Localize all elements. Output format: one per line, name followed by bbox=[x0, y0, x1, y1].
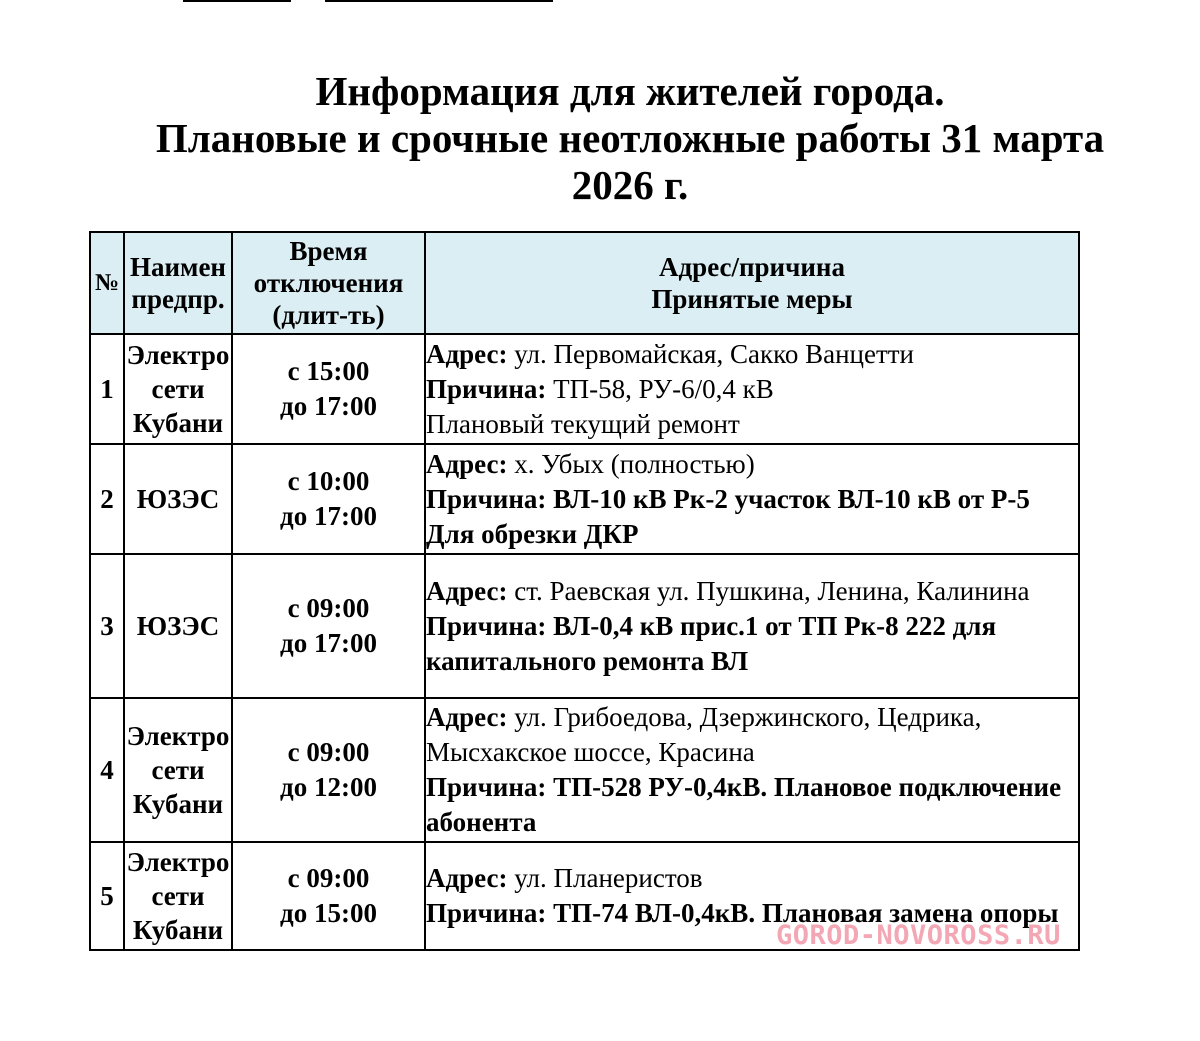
header-time bbox=[232, 232, 425, 334]
org-line: сети bbox=[151, 755, 205, 785]
org-line: Электро bbox=[126, 340, 230, 370]
time-to: до 17:00 bbox=[280, 628, 377, 658]
address-text: ст. Раевская ул. Пушкина, Ленина, Калинина bbox=[507, 575, 1030, 606]
time-to: до 17:00 bbox=[280, 391, 377, 421]
works-table bbox=[89, 231, 1080, 951]
reason-text: ТП-74 ВЛ-0,4кВ. Плановая замена опоры bbox=[546, 898, 1059, 928]
org-line: Кубани bbox=[132, 408, 224, 438]
row-number: 4 bbox=[90, 698, 124, 842]
org-line: ЮЗЭС bbox=[136, 484, 220, 514]
top-rule-right bbox=[325, 0, 553, 2]
time-from: с 09:00 bbox=[287, 863, 370, 893]
table-row bbox=[90, 554, 1079, 698]
row-time bbox=[232, 554, 425, 698]
header-org-line2: предпр. bbox=[131, 284, 225, 314]
reason-line bbox=[426, 609, 1078, 679]
row-time bbox=[232, 444, 425, 554]
row-time bbox=[232, 842, 425, 950]
row-organization bbox=[124, 444, 232, 554]
reason-line bbox=[426, 482, 1078, 552]
time-from: с 10:00 bbox=[287, 466, 370, 496]
address-text: ул. Грибоедова, Дзержинского, Цедрика, Мысхакское шоссе, Красина bbox=[426, 702, 982, 767]
title-line-2: Плановые и срочные неотложные работы 31 марта bbox=[155, 115, 1105, 161]
header-time-line3: (длит-ть) bbox=[272, 300, 385, 330]
time-from: с 15:00 bbox=[287, 356, 370, 386]
header-time-line2: отключения bbox=[253, 268, 404, 298]
table-header-row bbox=[90, 232, 1079, 334]
reason-text: ВЛ-0,4 кВ прис.1 от ТП Рк-8 222 для капитального ремонта ВЛ bbox=[426, 610, 997, 676]
row-info bbox=[425, 444, 1079, 554]
address-label: Адрес: bbox=[426, 575, 508, 606]
org-line: Электро bbox=[126, 721, 230, 751]
row-info bbox=[425, 334, 1079, 444]
address-text: ул. Первомайская, Сакко Ванцетти bbox=[507, 338, 914, 369]
org-line: Электро bbox=[126, 847, 230, 877]
address-label: Адрес: bbox=[426, 448, 508, 479]
header-info-line2: Принятые меры bbox=[651, 284, 853, 314]
title-line-1: Информация для жителей города. bbox=[315, 68, 945, 114]
page-title bbox=[60, 68, 1200, 209]
time-to: до 17:00 bbox=[280, 501, 377, 531]
reason-text: ТП-528 РУ-0,4кВ. Плановое подключение абонента bbox=[426, 772, 1062, 837]
header-org bbox=[124, 232, 232, 334]
org-line: ЮЗЭС bbox=[136, 611, 220, 641]
reason-label: Причина: bbox=[426, 610, 547, 641]
time-from: с 09:00 bbox=[287, 737, 370, 767]
table-row bbox=[90, 444, 1079, 554]
header-num: № bbox=[90, 232, 124, 334]
row-organization bbox=[124, 334, 232, 444]
time-from: с 09:00 bbox=[287, 593, 370, 623]
header-time-line1: Время bbox=[289, 236, 368, 266]
reason-line bbox=[426, 770, 1078, 840]
table-row bbox=[90, 334, 1079, 444]
measure-text: Плановый текущий ремонт bbox=[426, 408, 740, 439]
address-line bbox=[426, 700, 1078, 770]
org-line: сети bbox=[151, 374, 205, 404]
address-line bbox=[426, 861, 1078, 896]
reason-text: ТП-58, РУ-6/0,4 кВ bbox=[546, 373, 774, 404]
table-row bbox=[90, 698, 1079, 842]
reason-label: Причина: bbox=[426, 373, 547, 404]
row-organization bbox=[124, 842, 232, 950]
row-number: 2 bbox=[90, 444, 124, 554]
row-number: 5 bbox=[90, 842, 124, 950]
title-line-3: 2026 г. bbox=[571, 162, 689, 208]
row-number: 1 bbox=[90, 334, 124, 444]
time-to: до 12:00 bbox=[280, 772, 377, 802]
row-info bbox=[425, 698, 1079, 842]
header-info-line1: Адрес/причина bbox=[659, 252, 845, 282]
reason-label: Причина: bbox=[426, 772, 547, 802]
address-text: х. Убых (полностью) bbox=[507, 448, 755, 479]
site-watermark: GOROD-NOVOROSS.RU bbox=[776, 920, 1061, 951]
row-info bbox=[425, 554, 1079, 698]
header-org-line1: Наимен bbox=[130, 252, 226, 282]
address-label: Адрес: bbox=[426, 863, 508, 893]
org-line: Кубани bbox=[132, 915, 224, 945]
address-label: Адрес: bbox=[426, 702, 508, 732]
reason-label: Причина: bbox=[426, 483, 547, 514]
org-line: сети bbox=[151, 881, 205, 911]
address-label: Адрес: bbox=[426, 338, 508, 369]
reason-line bbox=[426, 372, 1078, 407]
org-line: Кубани bbox=[132, 789, 224, 819]
address-line bbox=[426, 337, 1078, 372]
reason-text: ВЛ-10 кВ Рк-2 участок ВЛ-10 кВ от Р-5 Для обрезки ДКР bbox=[426, 483, 1030, 549]
row-time bbox=[232, 698, 425, 842]
address-text: ул. Планеристов bbox=[507, 863, 703, 893]
time-to: до 15:00 bbox=[280, 898, 377, 928]
row-organization bbox=[124, 554, 232, 698]
top-rule-left bbox=[183, 0, 291, 2]
header-info bbox=[425, 232, 1079, 334]
row-time bbox=[232, 334, 425, 444]
address-line bbox=[426, 447, 1078, 482]
address-line bbox=[426, 574, 1078, 609]
reason-label: Причина: bbox=[426, 898, 547, 928]
row-number: 3 bbox=[90, 554, 124, 698]
row-organization bbox=[124, 698, 232, 842]
